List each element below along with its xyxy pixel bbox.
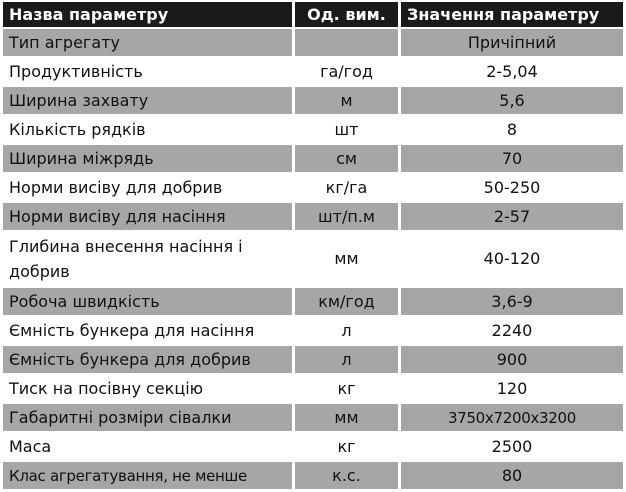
header-row xyxy=(3,2,623,27)
table-row xyxy=(3,346,623,373)
table-row xyxy=(3,462,623,489)
row-unit: л xyxy=(295,346,401,373)
table-row xyxy=(3,29,623,56)
row-value: 3,6-9 xyxy=(401,288,623,315)
row-value: 2-57 xyxy=(401,203,623,230)
header-unit: Од. вим. xyxy=(295,2,401,27)
row-value: 2240 xyxy=(401,317,623,344)
table-row xyxy=(3,58,623,85)
row-name: Ширина захвату xyxy=(3,87,295,114)
table-header xyxy=(3,2,623,27)
spec-sheet xyxy=(3,0,623,490)
row-name: Клас агрегатування, не менше xyxy=(3,462,295,489)
row-unit: кг xyxy=(295,375,401,402)
row-name: Ємність бункера для насіння xyxy=(3,317,295,344)
row-unit: к.с. xyxy=(295,462,401,489)
table-body xyxy=(3,29,623,489)
row-name: Габаритні розміри сівалки xyxy=(3,404,295,431)
row-unit: кг xyxy=(295,433,401,460)
table-row xyxy=(3,116,623,143)
table-row xyxy=(3,145,623,172)
table-row xyxy=(3,375,623,402)
row-unit: м xyxy=(295,87,401,114)
table-row xyxy=(3,232,623,286)
row-unit: шт xyxy=(295,116,401,143)
table-row xyxy=(3,174,623,201)
row-name: Ширина міжрядь xyxy=(3,145,295,172)
row-value: 70 xyxy=(401,145,623,172)
row-value: Причіпний xyxy=(401,29,623,56)
row-value: 50-250 xyxy=(401,174,623,201)
table-row xyxy=(3,404,623,431)
row-value: 40-120 xyxy=(401,232,623,286)
row-unit: л xyxy=(295,317,401,344)
row-unit: мм xyxy=(295,232,401,286)
header-parameter-name: Назва параметру xyxy=(3,2,295,27)
row-unit: км/год xyxy=(295,288,401,315)
row-name: Тип агрегату xyxy=(3,29,295,56)
row-value: 80 xyxy=(401,462,623,489)
row-unit: кг/га xyxy=(295,174,401,201)
row-name: Робоча швидкість xyxy=(3,288,295,315)
row-name: Норми висіву для насіння xyxy=(3,203,295,230)
row-value: 900 xyxy=(401,346,623,373)
row-name: Ємність бункера для добрив xyxy=(3,346,295,373)
row-unit xyxy=(295,29,401,56)
row-unit: см xyxy=(295,145,401,172)
row-value: 2500 xyxy=(401,433,623,460)
parameters-table xyxy=(3,0,623,491)
row-value: 3750x7200x3200 xyxy=(401,404,623,431)
row-value: 5,6 xyxy=(401,87,623,114)
row-unit: шт/п.м xyxy=(295,203,401,230)
table-row xyxy=(3,288,623,315)
row-value: 8 xyxy=(401,116,623,143)
table-row xyxy=(3,317,623,344)
row-unit: га/год xyxy=(295,58,401,85)
row-name: Тиск на посівну секцію xyxy=(3,375,295,402)
row-name: Маса xyxy=(3,433,295,460)
row-unit: мм xyxy=(295,404,401,431)
row-value: 2-5,04 xyxy=(401,58,623,85)
table-row xyxy=(3,433,623,460)
row-name: Глибина внесення насіння і добрив xyxy=(3,232,295,286)
row-name: Норми висіву для добрив xyxy=(3,174,295,201)
header-parameter-value: Значення параметру xyxy=(401,2,623,27)
row-value: 120 xyxy=(401,375,623,402)
row-name: Продуктивність xyxy=(3,58,295,85)
table-row xyxy=(3,87,623,114)
table-row xyxy=(3,203,623,230)
row-name: Кількість рядків xyxy=(3,116,295,143)
